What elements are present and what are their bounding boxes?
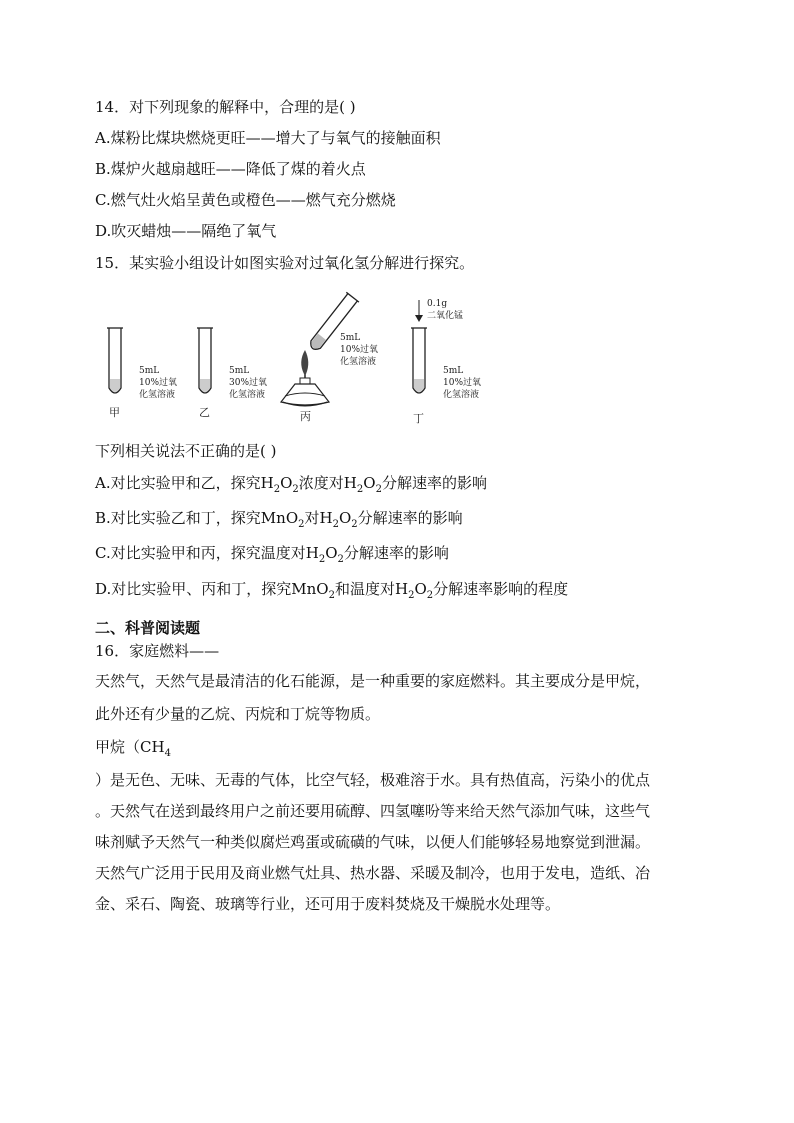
tube-ding-solution: 化氢溶液 [443, 390, 480, 400]
experiment-figure [95, 284, 515, 430]
tube-ding-volume: 5mL [443, 366, 464, 376]
q16-para-line-8: 金、采石、陶瓷、玻璃等行业，还可用于废料焚烧及干燥脱水处理等。 [95, 895, 561, 913]
q16-para-line-3: 甲烷（$CH_4$ [95, 738, 171, 759]
q16-para-line-6: 味剂赋予天然气一种类似腐烂鸡蛋或硫磺的气味，以便人们能够轻易地察觉到泄漏。 [95, 833, 651, 851]
q15-question: 下列相关说法不正确的是( ) [95, 442, 277, 460]
tube-ding-label: 丁 [413, 412, 424, 425]
q16-para-line-7: 天然气广泛用于民用及商业燃气灶具、热水器、采暖及制冷，也用于发电，造纸、冶 [95, 864, 651, 882]
q15-stem: 15．某实验小组设计如图实验对过氧化氢分解进行探究。 [95, 254, 475, 272]
q16-para-line-5: 。天然气在送到最终用户之前还要用硫醇、四氢噻吩等来给天然气添加气味，这些气 [95, 802, 651, 820]
tube-bing-volume: 5mL [340, 333, 361, 343]
q15-option-d: D.对比实验甲、丙和丁，探究MnO$_2$和温度对$H_2O_2$分解速率影响的程度 [95, 580, 569, 601]
tube-bing-concentration: 10%过氧 [340, 345, 379, 355]
q14-stem: 14．对下列现象的解释中，合理的是( ) [95, 98, 356, 116]
q14-option-a: A.煤粉比煤块燃烧更旺——增大了与氧气的接触面积 [95, 129, 441, 147]
mno2-amount: 0.1g [427, 299, 448, 309]
add-arrow-icon [415, 315, 423, 322]
q14-option-b: B.煤炉火越扇越旺——降低了煤的着火点 [95, 160, 366, 178]
tube-ding-concentration: 10%过氧 [443, 378, 482, 388]
tube-yi-label: 乙 [199, 406, 210, 419]
test-tube-ding [411, 299, 481, 425]
test-tube-jia [107, 328, 177, 419]
q15-option-c: C.对比实验甲和丙，探究温度对$H_2O_2$分解速率的影响 [95, 544, 449, 565]
mno2-name: 二氧化锰 [427, 311, 464, 321]
test-tube-yi [197, 328, 267, 419]
q14-option-d: D.吹灭蜡烛——隔绝了氧气 [95, 222, 277, 240]
tube-bing-label: 丙 [300, 410, 311, 423]
tube-jia-concentration: 10%过氧 [139, 378, 178, 388]
tube-yi-concentration: 30%过氧 [229, 378, 268, 388]
q15-option-b: B.对比实验乙和丁，探究MnO$_2$对$H_2O_2$分解速率的影响 [95, 509, 463, 530]
q14-option-c: C.燃气灶火焰呈黄色或橙色——燃气充分燃烧 [95, 191, 396, 209]
tube-jia-solution: 化氢溶液 [139, 390, 176, 400]
q16-para-line-2: 此外还有少量的乙烷、丙烷和丁烷等物质。 [95, 705, 381, 723]
test-tube-bing-heated [281, 292, 378, 423]
tube-yi-solution: 化氢溶液 [229, 390, 266, 400]
section-heading: 二、科普阅读题 [95, 619, 201, 637]
tube-jia-label: 甲 [109, 406, 120, 419]
q16-para-line-1: 天然气，天然气是最清洁的化石能源，是一种重要的家庭燃料。其主要成分是甲烷， [95, 672, 651, 690]
q16-para-line-4: ）是无色、无味、无毒的气体，比空气轻，极难溶于水。具有热值高，污染小的优点 [95, 771, 651, 789]
q16-title: 16．家庭燃料—— [95, 642, 220, 660]
q15-option-a: A.对比实验甲和乙，探究$H_2O_2$浓度对$H_2O_2$分解速率的影响 [95, 474, 487, 495]
tube-yi-volume: 5mL [229, 366, 250, 376]
tube-bing-solution: 化氢溶液 [340, 357, 377, 367]
tube-jia-volume: 5mL [139, 366, 160, 376]
